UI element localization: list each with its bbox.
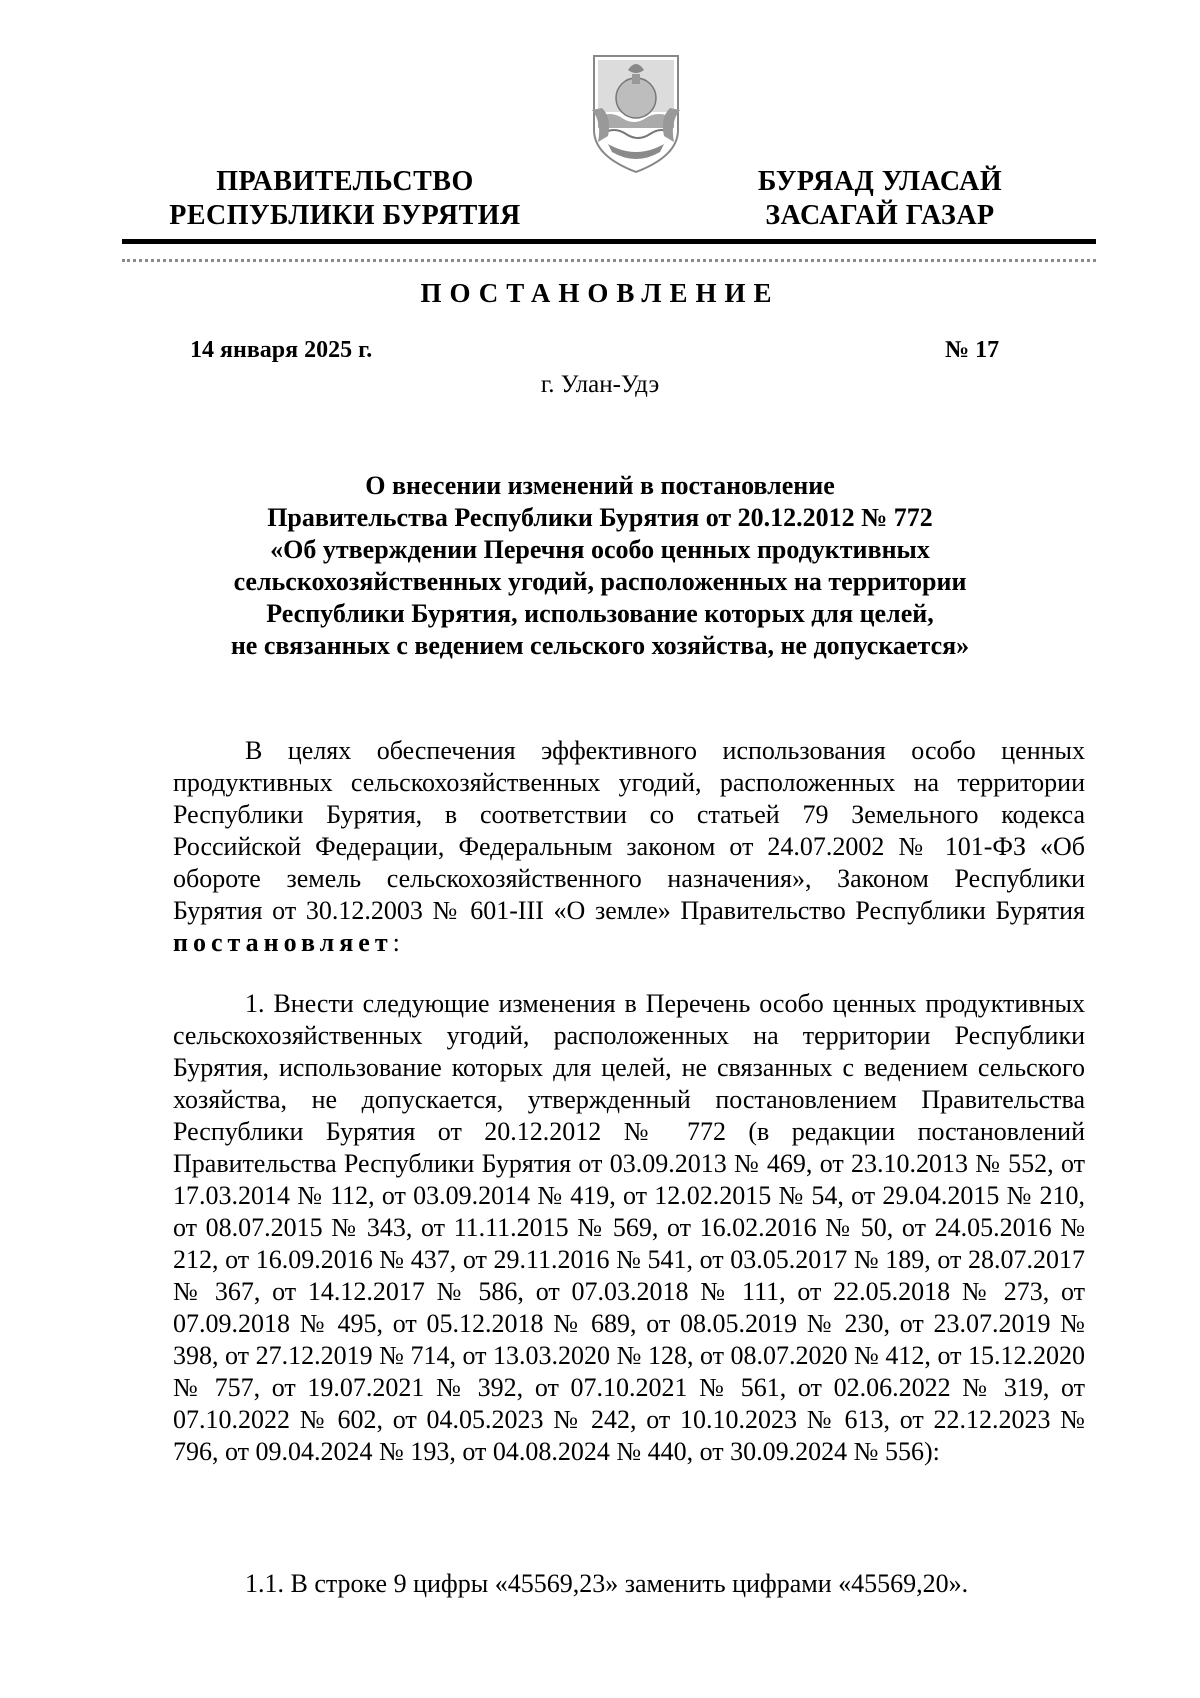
item-1-1-paragraph: 1.1. В строке 9 цифры «45569,23» заменить цифрами «45569,20». bbox=[245, 1569, 969, 1598]
coat-of-arms-icon bbox=[588, 52, 684, 176]
title-line: «Об утверждении Перечня особо ценных продуктивных bbox=[270, 535, 930, 564]
issuer-line-1: ПРАВИТЕЛЬСТВО bbox=[216, 166, 474, 197]
header-divider-thick bbox=[122, 239, 1096, 244]
title-line: не связанных с ведением сельского хозяйства, не допускается» bbox=[230, 631, 970, 660]
title-line: О внесении изменений в постановление bbox=[365, 471, 835, 500]
resolves-verb: постановляет bbox=[173, 928, 393, 957]
header-divider-thin bbox=[122, 259, 1096, 262]
issuer-buryat-line-1: БУРЯАД УЛАСАЙ bbox=[757, 166, 1003, 197]
title-line: Правительства Республики Бурятия от 20.12.2012 № 772 bbox=[267, 503, 933, 532]
preamble-text: В целях обеспечения эффективного использования особо ценных продуктивных сельскохозяйственных угодий, расположенных на территории Республики Бурятия, в соответствии со статьей 79 Земельного кодекса Российской Федерации, Федеральным законом от 24.07.2002 № 101-ФЗ «Об обороте земель сельскохозяйственного назначения», Законом Республики Бурятия от 30.12.2003 № 601-III «О земле» Правительство Республики Бурятия bbox=[173, 736, 1085, 925]
item-1-paragraph: 1. Внести следующие изменения в Перечень особо ценных продуктивных сельскохозяйственных угодий, расположенных на территории Республики Бурятия, использование которых для целей, не связанных с ведением сельского хозяйства, не допускается, утвержденный постановлением Правительства Республики Бурятия от 20.12.2012 № 772 (в редакции постановлений Правительства Республики Бурятия от 03.09.2013 № 469, от 23.10.2013 № 552, от 17.03.2014 № 112, от 03.09.2014 № 419, от 12.02.2015 № 54, от 29.04.2015 № 210, от 08.07.2015 № 343, от 11.11.2015 № 569, от 16.02.2016 № 50, от 24.05.2016 № 212, от 16.09.2016 № 437, от 29.11.2016 № 541, от 03.05.2017 № 189, от 28.07.2017 № 367, от 14.12.2017 № 586, от 07.03.2018 № 111, от 22.05.2018 № 273, от 07.09.2018 № 495, от 05.12.2018 № 689, от 08.05.2019 № 230, от 23.07.2019 № 398, от 27.12.2019 № 714, от 13.03.2020 № 128, от 08.07.2020 № 412, от 15.12.2020 № 757, от 19.07.2021 № 392, от 07.10.2021 № 561, от 02.06.2022 № 319, от 07.10.2022 № 602, от 04.05.2023 № 242, от 10.10.2023 № 613, от 22.12.2023 № 796, от 09.04.2024 № 193, от 04.08.2024 № 440, от 30.09.2024 № 556): bbox=[173, 989, 1085, 1466]
issuer-buryat-line-2: ЗАСАГАЙ ГАЗАР bbox=[765, 200, 995, 231]
title-line: Республики Бурятия, использование которых для целей, bbox=[266, 599, 934, 628]
document-date: 14 января 2025 г. bbox=[190, 337, 373, 363]
title-line: сельскохозяйственных угодий, расположенных на территории bbox=[233, 567, 967, 596]
document-number: № 17 bbox=[945, 337, 1000, 363]
document-title bbox=[200, 470, 1000, 662]
issuer-name-russian bbox=[150, 165, 540, 233]
issuer-line-2: РЕСПУБЛИКИ БУРЯТИЯ bbox=[169, 200, 521, 231]
preamble-end: : bbox=[392, 928, 400, 957]
document-city: г. Улан-Удэ bbox=[540, 371, 660, 398]
preamble-paragraph bbox=[173, 735, 1085, 959]
issuer-name-buryat bbox=[730, 165, 1030, 233]
document-type: ПОСТАНОВЛЕНИЕ bbox=[420, 278, 780, 308]
